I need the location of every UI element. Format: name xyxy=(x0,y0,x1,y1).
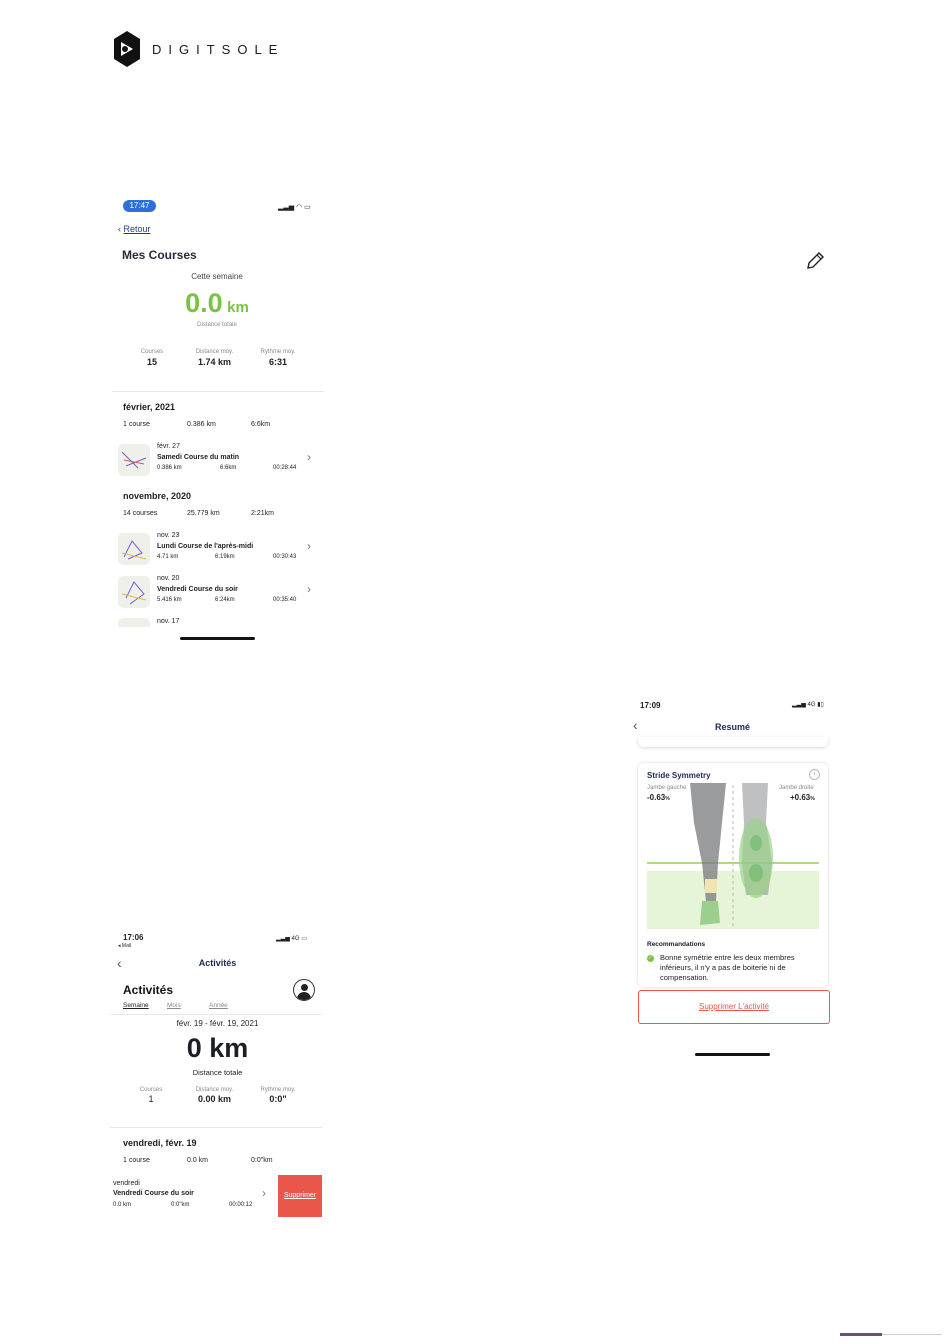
stride-symmetry-card xyxy=(638,763,828,987)
network-label: 4G xyxy=(807,702,816,708)
left-leg-label: Jambe gauche xyxy=(647,785,687,791)
summary-distance: 0.0 km xyxy=(187,1157,209,1164)
status-time: 17:09 xyxy=(640,701,661,710)
month-header: février, 2021 xyxy=(123,402,176,412)
stat-value: 15 xyxy=(146,357,157,367)
item-distance: 0.386 km xyxy=(157,465,182,471)
screen-resume xyxy=(630,697,835,1059)
status-icons: ▂▃▅ ◠ ▭ xyxy=(278,204,311,211)
left-unit: % xyxy=(665,796,670,802)
month-summary xyxy=(123,421,270,428)
back-chevron-icon[interactable]: ‹ xyxy=(633,717,638,733)
tab-mois[interactable]: Mois xyxy=(167,1002,181,1009)
list-item[interactable] xyxy=(112,574,322,610)
page-title: Activités xyxy=(123,983,174,997)
distance-total: 0 km xyxy=(186,1033,249,1063)
screen-header: Resumé xyxy=(714,722,750,732)
route-map-thumbnail xyxy=(118,444,150,476)
brand-name: DIGITSOLE xyxy=(152,41,285,57)
divider xyxy=(110,1127,322,1128)
back-to-app[interactable]: ◂ Mail xyxy=(118,943,132,949)
stat-courses xyxy=(131,1087,171,1104)
distance-caption: Distance totale xyxy=(197,322,237,328)
stat-value: 1 xyxy=(148,1094,154,1104)
item-date: févr. 27 xyxy=(157,443,180,450)
stat-pace xyxy=(253,1087,303,1104)
back-link[interactable] xyxy=(118,224,151,234)
item-distance: 4.71 km xyxy=(157,554,179,560)
summary-count: 14 courses xyxy=(123,510,158,517)
stat-label: Rythme moy. xyxy=(260,349,296,355)
list-item[interactable] xyxy=(110,1176,275,1216)
period-label: Cette semaine xyxy=(191,272,243,281)
day-summary xyxy=(123,1157,273,1164)
back-label: Retour xyxy=(123,224,151,234)
recommendation-text: Bonne symétrie entre les deux membres inférieurs, il n'y a pas de boiterie ni de compensation. xyxy=(660,953,795,982)
back-chevron-icon[interactable]: ‹ xyxy=(117,955,122,971)
home-indicator xyxy=(695,1053,770,1056)
item-distance: 0.0 km xyxy=(113,1202,132,1208)
divider xyxy=(112,391,324,392)
footer-accent-bar xyxy=(840,1333,882,1336)
previous-card-edge xyxy=(638,737,828,747)
avatar[interactable] xyxy=(293,979,315,1001)
stat-label: Courses xyxy=(139,1087,163,1093)
summary-count: 1 course xyxy=(123,421,150,428)
item-duration: 00:00:12 xyxy=(229,1202,253,1208)
delete-swipe-button[interactable]: Supprimer xyxy=(278,1175,322,1217)
route-map-thumbnail xyxy=(118,576,150,608)
check-circle-icon: ✓ xyxy=(648,955,653,961)
footer-divider xyxy=(882,1334,942,1335)
item-date: nov. 20 xyxy=(157,575,180,582)
status-icons: ▂▃▅ 4G ▭ xyxy=(276,936,307,942)
item-name: Lundi Course de l'après-midi xyxy=(157,543,254,550)
left-value: -0.63 xyxy=(647,793,666,802)
route-map-thumbnail xyxy=(118,533,150,565)
recommendations-title: Recommandations xyxy=(647,941,706,948)
chevron-right-icon: › xyxy=(307,539,311,553)
item-day: vendredi xyxy=(113,1180,140,1187)
brand-logo xyxy=(112,30,284,68)
page-title: Mes Courses xyxy=(122,248,197,262)
item-stats xyxy=(113,1202,252,1208)
stat-distance xyxy=(187,349,242,367)
summary-pace: 0:0"km xyxy=(251,1157,273,1164)
stat-label: Courses xyxy=(140,349,164,355)
distance-caption: Distance totale xyxy=(192,1068,243,1077)
stat-value: 0:0" xyxy=(269,1094,287,1104)
item-duration: 00:35:40 xyxy=(273,597,297,603)
item-pace: 6:19km xyxy=(215,554,235,560)
list-item[interactable] xyxy=(112,531,322,567)
item-pace: 6:6km xyxy=(220,465,237,471)
pencil-icon[interactable] xyxy=(804,250,826,272)
item-stats xyxy=(157,597,296,603)
network-label: 4G xyxy=(291,936,300,942)
stat-value: 0.00 km xyxy=(197,1094,232,1104)
digitsole-logo-icon xyxy=(112,30,142,68)
item-name: Samedi Course du matin xyxy=(157,454,240,461)
summary-count: 1 course xyxy=(123,1157,150,1164)
stat-label: Distance moy. xyxy=(195,1087,234,1093)
card-title: Stride Symmetry xyxy=(647,771,711,780)
list-item[interactable] xyxy=(112,442,322,478)
status-time-badge: 17:47 xyxy=(123,200,156,212)
item-duration: 00:30:43 xyxy=(273,554,297,560)
summary-distance: 25.779 km xyxy=(187,510,220,517)
item-date: nov. 23 xyxy=(157,532,180,539)
right-leg-label: Jambe droite xyxy=(779,785,814,791)
chevron-right-icon: › xyxy=(307,450,311,464)
stat-value: 1.74 km xyxy=(197,357,232,367)
divider xyxy=(110,1014,322,1015)
info-icon[interactable]: i xyxy=(809,769,820,780)
status-time: 17:06 xyxy=(123,933,144,942)
summary-distance: 0.386 km xyxy=(187,421,216,428)
stat-courses xyxy=(132,349,172,367)
delete-activity-button[interactable]: Supprimer L'activité xyxy=(638,990,830,1024)
stat-value: 6:31 xyxy=(268,357,287,367)
item-pace: 0:0"km xyxy=(171,1202,190,1208)
screen-header: Activités xyxy=(198,958,237,968)
status-icons: ▂▃▅ 4G ▮▯ xyxy=(792,702,824,708)
stat-label: Rythme moy. xyxy=(260,1087,296,1093)
item-name: Vendredi Course du soir xyxy=(157,586,238,593)
item-name: Vendredi Course du soir xyxy=(113,1190,194,1197)
distance-unit: km xyxy=(227,299,249,316)
item-distance: 5.416 km xyxy=(157,597,182,603)
chevron-left-icon: ‹ xyxy=(118,224,124,234)
stat-pace xyxy=(253,349,303,367)
route-map-thumbnail xyxy=(118,618,150,627)
tab-semaine[interactable]: Semaine xyxy=(123,1002,149,1009)
summary-pace: 2:21km xyxy=(251,510,274,517)
month-summary xyxy=(123,510,274,517)
stride-symmetry-illustration xyxy=(638,783,828,933)
item-date: nov. 17 xyxy=(157,618,180,625)
right-value: +0.63 xyxy=(790,793,811,802)
distance-total xyxy=(112,288,322,319)
item-stats xyxy=(157,465,296,471)
stat-label: Distance moy. xyxy=(195,349,234,355)
date-range: févr. 19 - févr. 19, 2021 xyxy=(176,1019,259,1028)
stat-distance xyxy=(187,1087,242,1104)
day-header: vendredi, févr. 19 xyxy=(123,1138,197,1148)
item-pace: 6:24km xyxy=(215,597,235,603)
screen-activites xyxy=(110,930,325,1225)
item-stats xyxy=(157,554,296,560)
item-duration: 00:28:44 xyxy=(273,465,297,471)
summary-pace: 6:6km xyxy=(251,421,271,428)
screen-mes-courses xyxy=(112,195,327,645)
tab-annee[interactable]: Année xyxy=(209,1002,228,1009)
month-header: novembre, 2020 xyxy=(123,491,192,501)
distance-value: 0.0 xyxy=(185,288,223,318)
chevron-right-icon: › xyxy=(307,582,311,596)
chevron-right-icon: › xyxy=(262,1186,266,1200)
right-unit: % xyxy=(810,796,815,802)
home-indicator xyxy=(180,637,255,640)
